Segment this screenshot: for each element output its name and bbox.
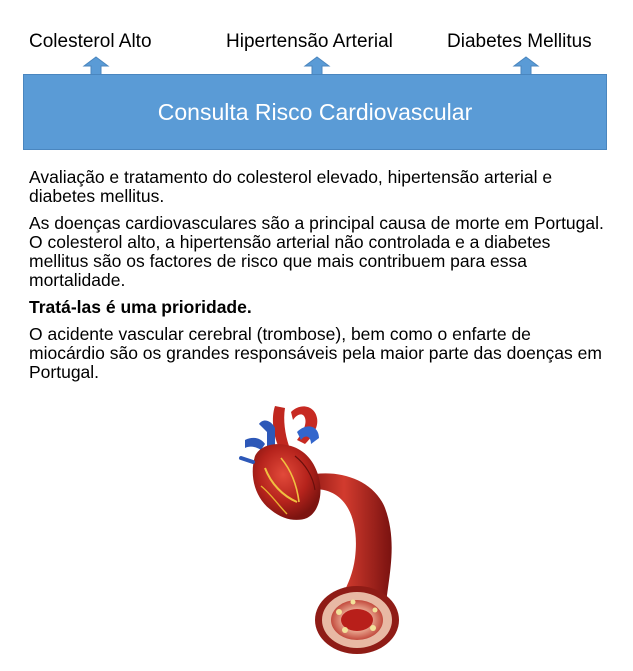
label-hipertensao-arterial: Hipertensão Arterial: [226, 31, 393, 52]
arrow-up-icon: [303, 56, 331, 75]
content-text: [29, 168, 607, 390]
banner: [23, 74, 607, 150]
heart-artery-icon: [235, 398, 405, 660]
arrow-up-icon: [82, 56, 110, 75]
label-colesterol-alto: Colesterol Alto: [29, 31, 152, 52]
label-diabetes-mellitus: Diabetes Mellitus: [447, 31, 592, 52]
arrow-up-icon: [512, 56, 540, 75]
paragraph-priority: Tratá-las é uma prioridade.: [29, 297, 252, 317]
paragraph-stroke: O acidente vascular cerebral (trombose), bem como o enfarte de miocárdio são os grandes responsáveis pela maior parte das doenças em Portugal.: [29, 324, 602, 382]
paragraph-causes: As doenças cardiovasculares são a principal causa de morte em Portugal. O colesterol alto, a hipertensão arterial não controlada e a diabetes mellitus são os factores de risco que mais contribuem para essa mortalidade.: [29, 213, 604, 290]
paragraph-intro: Avaliação e tratamento do colesterol elevado, hipertensão arterial e diabetes mellitus.: [29, 167, 553, 206]
banner-title: Consulta Risco Cardiovascular: [157, 98, 473, 125]
